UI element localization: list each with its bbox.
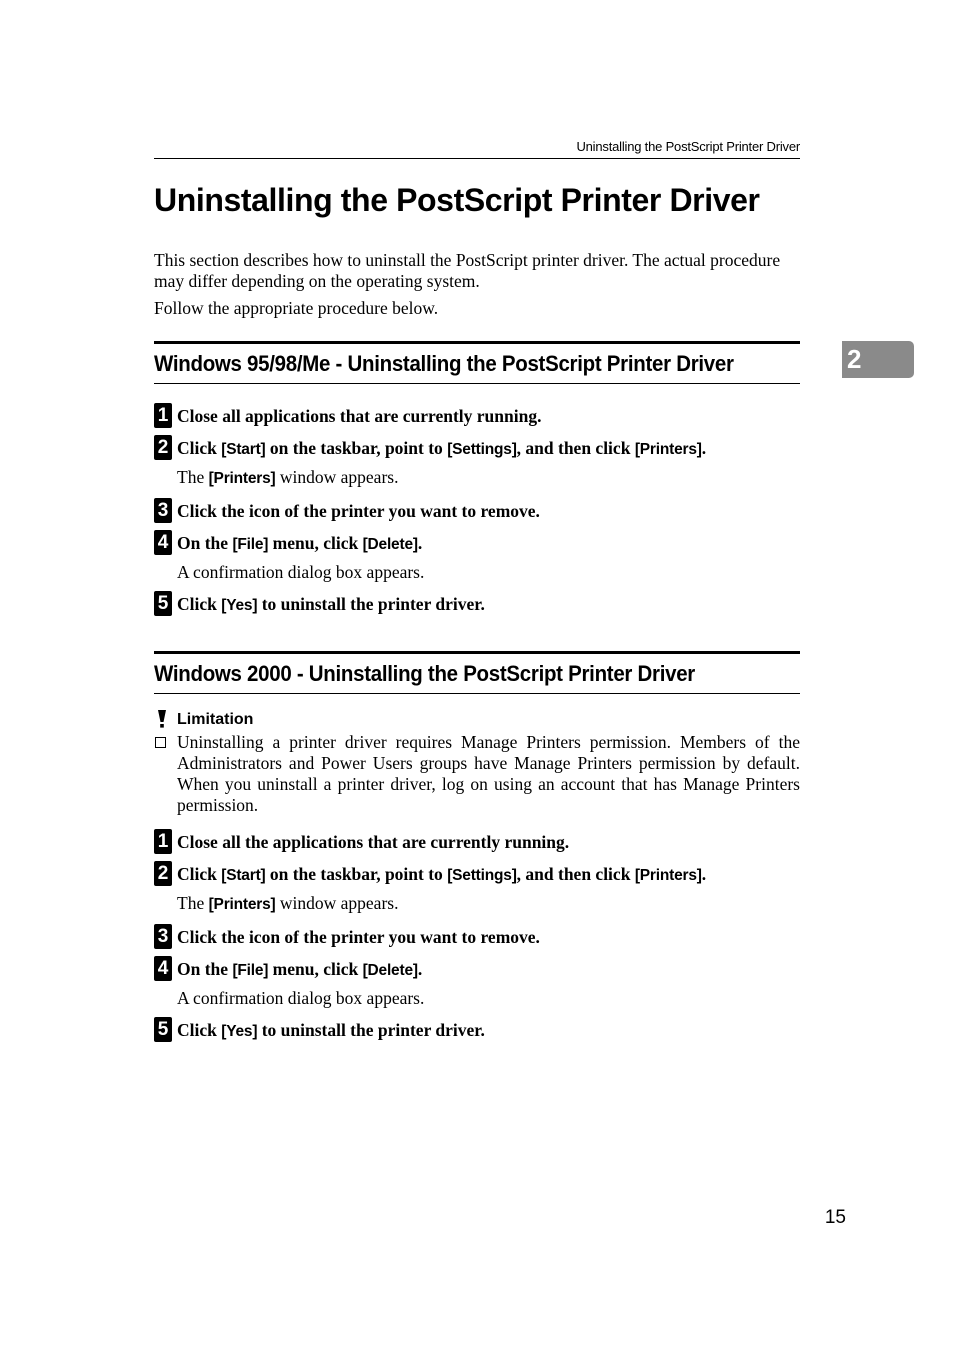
step-number-icon: 5 (154, 1017, 172, 1042)
step-list (154, 831, 800, 1043)
step-text-part: Close all the applications that are currently running. (177, 832, 570, 852)
step-number-icon: 3 (154, 498, 172, 523)
chapter-tab: 2 (842, 341, 914, 378)
step-text-part: on the taskbar, point to (265, 438, 448, 458)
checkbox-bullet-icon (155, 737, 166, 748)
step-text-part: menu, click (268, 533, 363, 553)
step-note (177, 892, 800, 916)
step-text-part: Click (177, 438, 222, 458)
intro-paragraph: Follow the appropriate procedure below. (154, 298, 439, 318)
step-number-icon: 1 (154, 829, 172, 854)
step-number-icon: 5 (154, 591, 172, 616)
step-number-icon: 2 (154, 861, 172, 886)
step-text-part: to uninstall the printer driver. (257, 594, 485, 614)
step-item (154, 405, 800, 427)
exclamation-icon (155, 709, 169, 729)
step-number-icon: 4 (154, 530, 172, 555)
ui-term: [Printers] (634, 441, 702, 458)
step-text-part: Click (177, 864, 222, 884)
step-text (177, 926, 800, 948)
step-number-icon: 2 (154, 435, 172, 460)
step-item (154, 532, 800, 583)
step-text-part: . (417, 533, 423, 553)
section-header (154, 651, 800, 694)
limitation-text: Uninstalling a printer driver requires Manage Printers permission. Members of the Administrators and Power Users groups have Manage Printers permission by default. When you uninstall a printer driver, log on using an account that has Manage Printers permission. (177, 732, 800, 815)
step-text-part: on the taskbar, point to (265, 864, 448, 884)
step-number-icon: 4 (154, 956, 172, 981)
step-text-part: Click (177, 1020, 222, 1040)
step-text-part: window appears. (275, 893, 399, 913)
ui-term: [Settings] (447, 441, 517, 458)
limitation-label: Limitation (177, 711, 254, 728)
step-text (177, 863, 800, 887)
step-text (177, 958, 800, 982)
section-header (154, 341, 800, 384)
step-text-part: . (417, 959, 423, 979)
section-win2000 (154, 651, 800, 1040)
header-rule (154, 158, 800, 159)
ui-term: [Yes] (221, 1023, 258, 1040)
step-text-part: Close all applications that are currently running. (177, 406, 542, 426)
ui-term: [File] (232, 536, 269, 553)
running-header: Uninstalling the PostScript Printer Driver (576, 139, 800, 154)
step-text (177, 1019, 800, 1043)
limitation-item (154, 732, 800, 816)
step-text (177, 500, 800, 522)
step-text-part: On the (177, 959, 233, 979)
ui-term: [Start] (221, 867, 266, 884)
step-number-icon: 3 (154, 924, 172, 949)
step-item (154, 437, 800, 490)
ui-term: [Delete] (362, 962, 418, 979)
step-list (154, 405, 800, 617)
ui-term: [Printers] (208, 896, 276, 913)
page-number: 15 (824, 1207, 846, 1228)
step-text-part: Click the icon of the printer you want to remove. (177, 927, 540, 947)
ui-term: [Settings] (447, 867, 517, 884)
step-text-part: , and then click (516, 864, 635, 884)
step-text-part: window appears. (275, 467, 399, 487)
section-title: Windows 2000 - Uninstalling the PostScript Printer Driver (154, 661, 695, 686)
section-win9x (154, 341, 800, 614)
step-text-part: Click (177, 594, 222, 614)
intro (154, 250, 804, 319)
step-item (154, 1019, 800, 1043)
step-item (154, 863, 800, 916)
limitation-header (154, 709, 800, 731)
step-text (177, 593, 800, 617)
step-text (177, 437, 800, 461)
step-item (154, 958, 800, 1009)
ui-term: [Start] (221, 441, 266, 458)
step-text (177, 532, 800, 556)
ui-term: [Printers] (208, 470, 276, 487)
step-item (154, 500, 800, 522)
step-text-part: A confirmation dialog box appears. (177, 988, 425, 1008)
ui-term: [Delete] (362, 536, 418, 553)
step-text-part: The (177, 467, 209, 487)
step-text (177, 405, 800, 427)
step-number-icon: 1 (154, 403, 172, 428)
step-text-part: The (177, 893, 209, 913)
ui-term: [Printers] (634, 867, 702, 884)
step-text-part: A confirmation dialog box appears. (177, 562, 425, 582)
step-note (177, 987, 800, 1009)
step-note (177, 561, 800, 583)
step-note (177, 466, 800, 490)
step-text-part: menu, click (268, 959, 363, 979)
ui-term: [File] (232, 962, 269, 979)
limitation-box (154, 709, 800, 816)
step-text (177, 831, 800, 853)
step-item (154, 926, 800, 948)
step-item (154, 593, 800, 617)
step-text-part: . (701, 438, 707, 458)
ui-term: [Yes] (221, 597, 258, 614)
step-text-part: On the (177, 533, 233, 553)
section-title: Windows 95/98/Me - Uninstalling the PostScript Printer Driver (154, 351, 734, 376)
step-item (154, 831, 800, 853)
step-text-part: . (701, 864, 707, 884)
intro-paragraph: This section describes how to uninstall the PostScript printer driver. The actual procedure may differ depending on the operating system. (154, 250, 781, 291)
page-title: Uninstalling the PostScript Printer Driver (154, 182, 760, 218)
step-text-part: to uninstall the printer driver. (257, 1020, 485, 1040)
step-text-part: , and then click (516, 438, 635, 458)
step-text-part: Click the icon of the printer you want to remove. (177, 501, 540, 521)
